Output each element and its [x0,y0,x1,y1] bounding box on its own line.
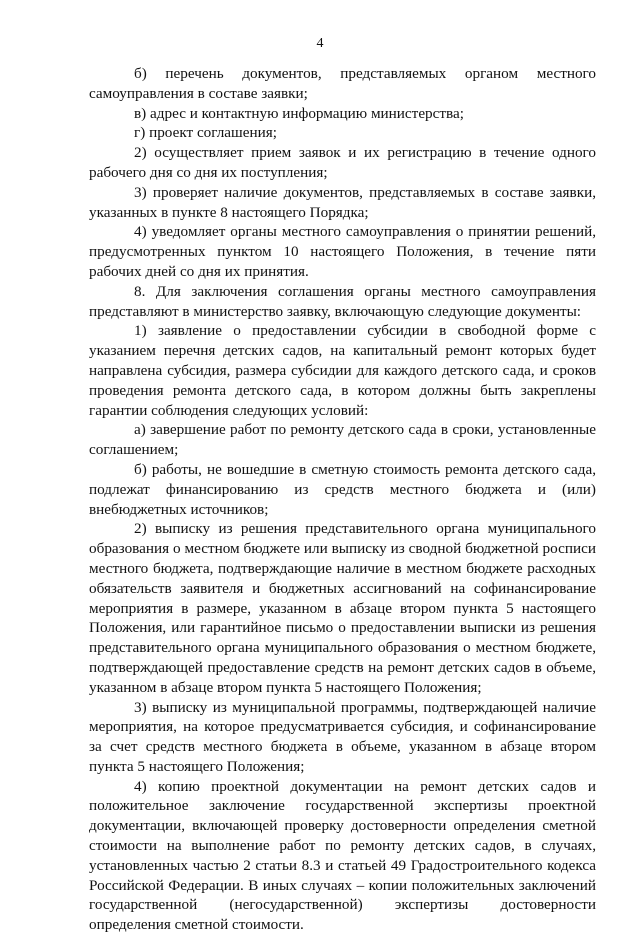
paragraph-b-extra-works-funding: б) работы, не вошедшие в сметную стоимость ремонта детского сада, подлежат финансированию из средств местного бюджета и (или) внебюджетных источников; [89,460,596,518]
paragraph-b-document-list: б) перечень документов, представляемых органом местного самоуправления в составе заявки; [89,65,596,102]
paragraph-4-notify-authorities: 4) уведомляет органы местного самоуправления о принятии решений, предусмотренных пунктом 10 настоящего Положения, в течение пяти рабочих дней со дня их принятия. [89,223,596,280]
paragraph-g-agreement-draft: г) проект соглашения; [134,124,277,142]
paragraph-3-check-documents: 3) проверяет наличие документов, представляемых в составе заявки, указанных в пункте 8 настоящего Порядка; [89,183,596,221]
paragraph-3-program-extract: 3) выписку из муниципальной программы, подтверждающей наличие мероприятия, на которое предусматривается субсидия, и софинансирование за счет средств местного бюджета в объеме, указанном в абзаце втором пункта 5 настоящего Положения; [89,698,596,775]
document-body [89,64,596,935]
paragraph-4-project-documentation: 4) копию проектной документации на ремонт детских садов и положительное заключение государственной экспертизы проектной документации, включающей проверку достоверности определения сметной стоимости на выполнение работ по ремонту детских садов, в случаях, установленных частью 2 статьи 8.3 и статьей 49 Градостроительного кодекса Российской Федерации. В иных случаях – копии положительных заключений государственной (негосударственной) экспертизы достоверности определения сметной стоимости. [89,777,596,934]
paragraph-a-completion-terms: а) завершение работ по ремонту детского сада в сроки, установленные соглашением; [89,421,596,459]
paragraph-2-budget-extract: 2) выписку из решения представительного органа муниципального образования о местном бюджете или выписку из сводной бюджетной росписи местного бюджета, подтверждающие наличие в местном бюджете расходных обязательств заявителя и бюджетных ассигнований на софинансирование мероприятия в размере, указанном в абзаце втором пункта 5 настоящего Положения, или гарантийное письмо о предоставлении выписки из решения представительного органа муниципального образования о местном бюджете, подтверждающей предоставление средств на ремонт детских садов в объеме, указанном в абзаце втором пункта 5 настоящего Положения; [89,520,596,696]
page-number: 4 [316,36,324,51]
paragraph-v-contact-info: в) адрес и контактную информацию министерства; [134,104,464,122]
paragraph-2-accept-applications: 2) осуществляет прием заявок и их регистрацию в течение одного рабочего дня со дня их поступления; [89,144,596,181]
paragraph-1-subsidy-statement: 1) заявление о предоставлении субсидии в свободной форме с указанием перечня детских садов, на капитальный ремонт которых будет направлена субсидия, размера субсидии для каждого детского сада, и сроков проведения ремонта детского сада, в котором должны быть закреплены гарантии соблюдения следующих условий: [89,322,596,419]
paragraph-8-agreement-application: 8. Для заключения соглашения органы местного самоуправления представляют в министерство заявку, включающую следующие документы: [89,282,596,320]
